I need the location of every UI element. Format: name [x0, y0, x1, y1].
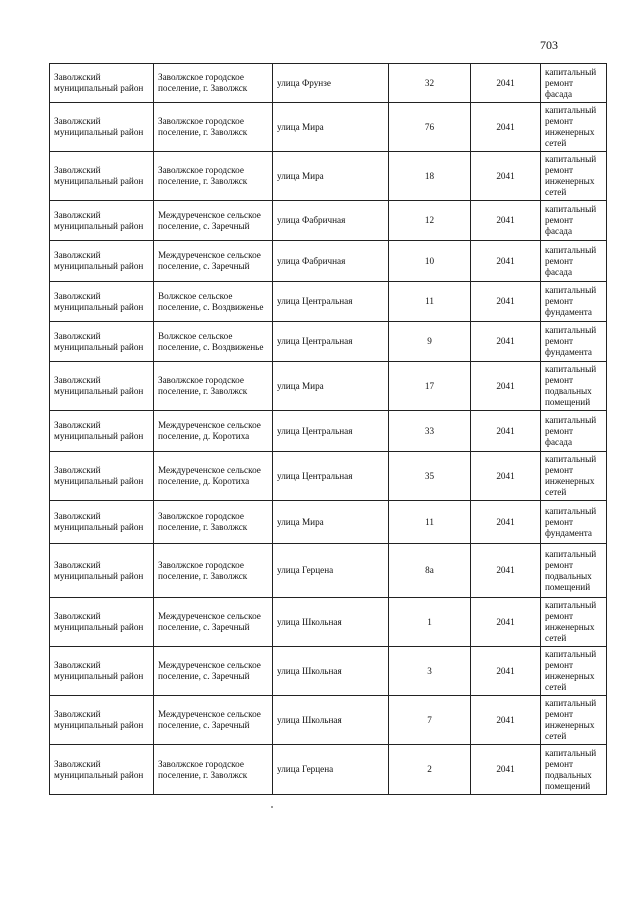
cell-house-number: 11 [389, 501, 471, 544]
cell-street: улица Центральная [273, 322, 389, 362]
cell-street: улица Герцена [273, 745, 389, 795]
page-number: 703 [540, 38, 558, 52]
table-row [50, 544, 607, 598]
cell-district: Заволжский муниципальный район [50, 544, 154, 598]
cell-settlement: Междуреченское сельское поселение, д. Коротиха [154, 452, 273, 501]
table-row [50, 152, 607, 201]
cell-street: улица Центральная [273, 452, 389, 501]
cell-settlement: Междуреченское сельское поселение, с. Заречный [154, 241, 273, 282]
cell-district: Заволжский муниципальный район [50, 501, 154, 544]
table-body [50, 64, 607, 795]
cell-year: 2041 [471, 745, 541, 795]
cell-work-type: капитальный ремонт фундамента [541, 282, 607, 322]
cell-street: улица Центральная [273, 411, 389, 452]
cell-year: 2041 [471, 411, 541, 452]
cell-work-type: капитальный ремонт инженерных сетей [541, 103, 607, 152]
cell-work-type: капитальный ремонт фасада [541, 201, 607, 241]
cell-street: улица Центральная [273, 282, 389, 322]
cell-work-type: капитальный ремонт фундамента [541, 322, 607, 362]
cell-district: Заволжский муниципальный район [50, 282, 154, 322]
cell-street: улица Мира [273, 362, 389, 411]
cell-district: Заволжский муниципальный район [50, 362, 154, 411]
cell-year: 2041 [471, 103, 541, 152]
cell-street: улица Школьная [273, 598, 389, 647]
cell-year: 2041 [471, 322, 541, 362]
table-row [50, 411, 607, 452]
table-row [50, 745, 607, 795]
cell-house-number: 76 [389, 103, 471, 152]
cell-district: Заволжский муниципальный район [50, 201, 154, 241]
cell-house-number: 32 [389, 64, 471, 103]
cell-year: 2041 [471, 696, 541, 745]
cell-settlement: Волжское сельское поселение, с. Воздвиженье [154, 282, 273, 322]
cell-district: Заволжский муниципальный район [50, 598, 154, 647]
cell-settlement: Заволжское городское поселение, г. Заволжск [154, 544, 273, 598]
cell-settlement: Волжское сельское поселение, с. Воздвиженье [154, 322, 273, 362]
cell-house-number: 17 [389, 362, 471, 411]
cell-street: улица Фрунзе [273, 64, 389, 103]
table-row [50, 647, 607, 696]
cell-district: Заволжский муниципальный район [50, 241, 154, 282]
cell-street: улица Школьная [273, 696, 389, 745]
table-row [50, 103, 607, 152]
cell-house-number: 35 [389, 452, 471, 501]
cell-house-number: 8а [389, 544, 471, 598]
cell-work-type: капитальный ремонт инженерных сетей [541, 696, 607, 745]
table-row [50, 362, 607, 411]
cell-house-number: 11 [389, 282, 471, 322]
cell-district: Заволжский муниципальный район [50, 745, 154, 795]
cell-house-number: 18 [389, 152, 471, 201]
cell-district: Заволжский муниципальный район [50, 647, 154, 696]
cell-house-number: 12 [389, 201, 471, 241]
cell-house-number: 10 [389, 241, 471, 282]
scan-dot [271, 806, 273, 808]
cell-settlement: Междуреченское сельское поселение, с. Заречный [154, 598, 273, 647]
table-row [50, 282, 607, 322]
table-row [50, 452, 607, 501]
cell-year: 2041 [471, 282, 541, 322]
cell-year: 2041 [471, 647, 541, 696]
table-row [50, 696, 607, 745]
table-row [50, 241, 607, 282]
cell-district: Заволжский муниципальный район [50, 64, 154, 103]
cell-house-number: 1 [389, 598, 471, 647]
cell-district: Заволжский муниципальный район [50, 452, 154, 501]
cell-work-type: капитальный ремонт инженерных сетей [541, 647, 607, 696]
table-row [50, 322, 607, 362]
cell-settlement: Междуреченское сельское поселение, д. Коротиха [154, 411, 273, 452]
cell-settlement: Заволжское городское поселение, г. Заволжск [154, 501, 273, 544]
cell-year: 2041 [471, 501, 541, 544]
cell-district: Заволжский муниципальный район [50, 103, 154, 152]
cell-house-number: 9 [389, 322, 471, 362]
cell-settlement: Междуреченское сельское поселение, с. Заречный [154, 201, 273, 241]
cell-settlement: Заволжское городское поселение, г. Заволжск [154, 64, 273, 103]
cell-work-type: капитальный ремонт инженерных сетей [541, 598, 607, 647]
cell-settlement: Заволжское городское поселение, г. Заволжск [154, 745, 273, 795]
cell-street: улица Герцена [273, 544, 389, 598]
cell-year: 2041 [471, 152, 541, 201]
cell-street: улица Мира [273, 103, 389, 152]
cell-house-number: 3 [389, 647, 471, 696]
cell-year: 2041 [471, 544, 541, 598]
cell-district: Заволжский муниципальный район [50, 322, 154, 362]
table-row [50, 64, 607, 103]
cell-settlement: Заволжское городское поселение, г. Заволжск [154, 103, 273, 152]
cell-work-type: капитальный ремонт подвальных помещений [541, 544, 607, 598]
cell-settlement: Заволжское городское поселение, г. Заволжск [154, 362, 273, 411]
table-row [50, 201, 607, 241]
cell-house-number: 2 [389, 745, 471, 795]
cell-street: улица Фабричная [273, 241, 389, 282]
table-row [50, 598, 607, 647]
cell-year: 2041 [471, 362, 541, 411]
cell-settlement: Междуреченское сельское поселение, с. Заречный [154, 647, 273, 696]
cell-house-number: 7 [389, 696, 471, 745]
cell-work-type: капитальный ремонт инженерных сетей [541, 452, 607, 501]
cell-settlement: Заволжское городское поселение, г. Заволжск [154, 152, 273, 201]
cell-year: 2041 [471, 241, 541, 282]
cell-year: 2041 [471, 452, 541, 501]
cell-settlement: Междуреченское сельское поселение, с. Заречный [154, 696, 273, 745]
cell-house-number: 33 [389, 411, 471, 452]
cell-street: улица Мира [273, 152, 389, 201]
cell-work-type: капитальный ремонт инженерных сетей [541, 152, 607, 201]
cell-district: Заволжский муниципальный район [50, 696, 154, 745]
cell-work-type: капитальный ремонт фасада [541, 64, 607, 103]
cell-year: 2041 [471, 201, 541, 241]
cell-year: 2041 [471, 598, 541, 647]
cell-street: улица Школьная [273, 647, 389, 696]
housing-repair-table [49, 63, 607, 795]
cell-year: 2041 [471, 64, 541, 103]
cell-street: улица Фабричная [273, 201, 389, 241]
cell-work-type: капитальный ремонт подвальных помещений [541, 362, 607, 411]
cell-work-type: капитальный ремонт фундамента [541, 501, 607, 544]
cell-district: Заволжский муниципальный район [50, 152, 154, 201]
cell-work-type: капитальный ремонт фасада [541, 241, 607, 282]
table-row [50, 501, 607, 544]
cell-street: улица Мира [273, 501, 389, 544]
cell-work-type: капитальный ремонт подвальных помещений [541, 745, 607, 795]
cell-work-type: капитальный ремонт фасада [541, 411, 607, 452]
cell-district: Заволжский муниципальный район [50, 411, 154, 452]
